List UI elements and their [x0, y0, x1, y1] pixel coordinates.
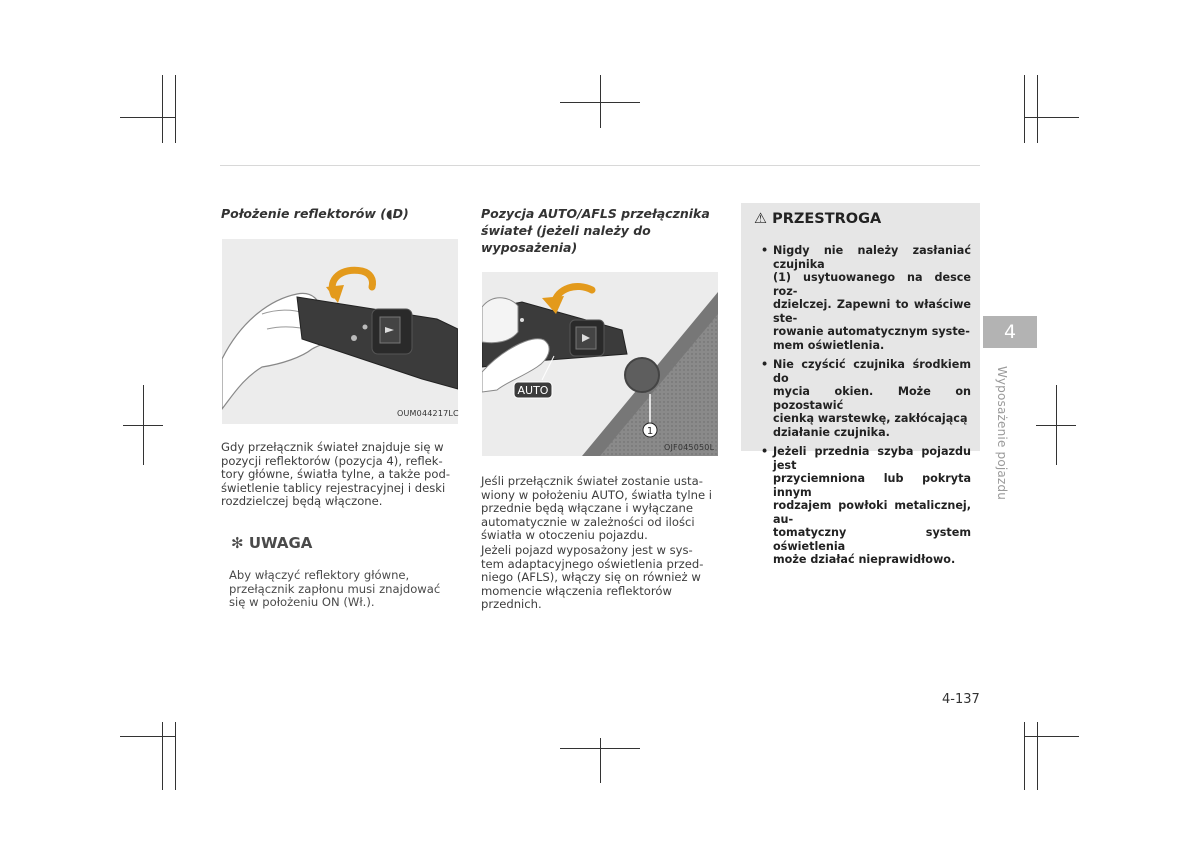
- note-icon: ✻: [231, 534, 244, 552]
- crop-mark: [1024, 117, 1079, 118]
- crop-mark: [120, 117, 175, 118]
- auto-switch-image: [482, 272, 718, 456]
- stalk-hand-illustration: [222, 239, 458, 424]
- afls-paragraph: Jeżeli pojazd wyposażony jest w sys- tem adaptacyjnego oświetlenia przed- niego (AFLS), włączy się on również w momencie włączenia reflektorów przednich.: [481, 543, 704, 612]
- image-code: OUM044217LC: [397, 409, 459, 418]
- crop-mark: [560, 102, 640, 103]
- page-number: 4-137: [942, 692, 980, 707]
- caution-title: PRZESTROGA: [772, 211, 882, 227]
- crop-mark: [120, 736, 175, 737]
- sensor-marker: 1: [646, 426, 654, 437]
- caution-heading: [754, 211, 881, 227]
- headlight-paragraph: Gdy przełącznik świateł znajduje się w pozycji reflektorów (pozycja 4), reflek- tory główne, światła tylne, a także pod- świetlenie tablicy rejestracyjnej i deski rozdzielczej będą włączone.: [221, 440, 451, 509]
- crop-mark: [175, 75, 176, 143]
- note-heading: [231, 534, 312, 552]
- note-title: UWAGA: [248, 534, 313, 552]
- crop-mark: [123, 425, 163, 426]
- caution-list: [761, 244, 971, 573]
- auto-paragraph: Jeśli przełącznik świateł zostanie usta- wiony w położeniu AUTO, światła tylne i przednie będą włączane i wyłączane automatycznie w zależności od ilości światła w otoczeniu pojazdu.: [481, 474, 713, 543]
- header-rule: [220, 165, 980, 166]
- chapter-tab: 4: [983, 316, 1037, 348]
- crop-mark: [560, 748, 640, 749]
- auto-sensor-illustration: [482, 272, 718, 456]
- crop-mark: [1036, 425, 1076, 426]
- crop-mark: [175, 722, 176, 790]
- crop-mark: [162, 75, 163, 143]
- caution-item: • Nie czyścić czujnika środkiem do mycia okien. Może on pozostawić cienką warstewkę, zakłócającą działanie czujnika.: [761, 358, 971, 439]
- crop-mark: [1024, 722, 1025, 790]
- image-code-auto: OJF045050L: [664, 443, 715, 452]
- warning-triangle-icon: ⚠: [754, 211, 767, 227]
- crop-mark: [1037, 722, 1038, 790]
- crop-mark: [162, 722, 163, 790]
- section-heading-auto: Pozycja AUTO/AFLS przełącznika świateł (jeżeli należy do wyposażenia): [481, 206, 710, 255]
- auto-label: AUTO: [517, 384, 549, 397]
- caution-item: • Nigdy nie należy zasłaniać czujnika (1) usytuowanego na desce roz- dzielczej. Zapewni to właściwe ste- rowanie automatycznym syste- mem oświetlenia.: [761, 244, 971, 352]
- caution-box: [741, 203, 980, 566]
- section-heading-headlight: Położenie reflektorów (◖D): [221, 206, 409, 221]
- crop-mark: [600, 738, 601, 783]
- headlight-switch-image: [222, 239, 458, 424]
- caution-item: • Jeżeli przednia szyba pojazdu jest przyciemniona lub pokryta innym rodzajem powłoki metalicznej, au- tomatyczny system oświetlenia może działać nieprawidłowo.: [761, 445, 971, 567]
- crop-mark: [1037, 75, 1038, 143]
- crop-mark: [1024, 75, 1025, 143]
- note-text: Aby włączyć reflektory główne, przełącznik zapłonu musi znajdować się w położeniu ON (Wł.).: [229, 568, 441, 610]
- crop-mark: [1024, 736, 1079, 737]
- chapter-title: Wyposażenie pojazdu: [995, 366, 1009, 501]
